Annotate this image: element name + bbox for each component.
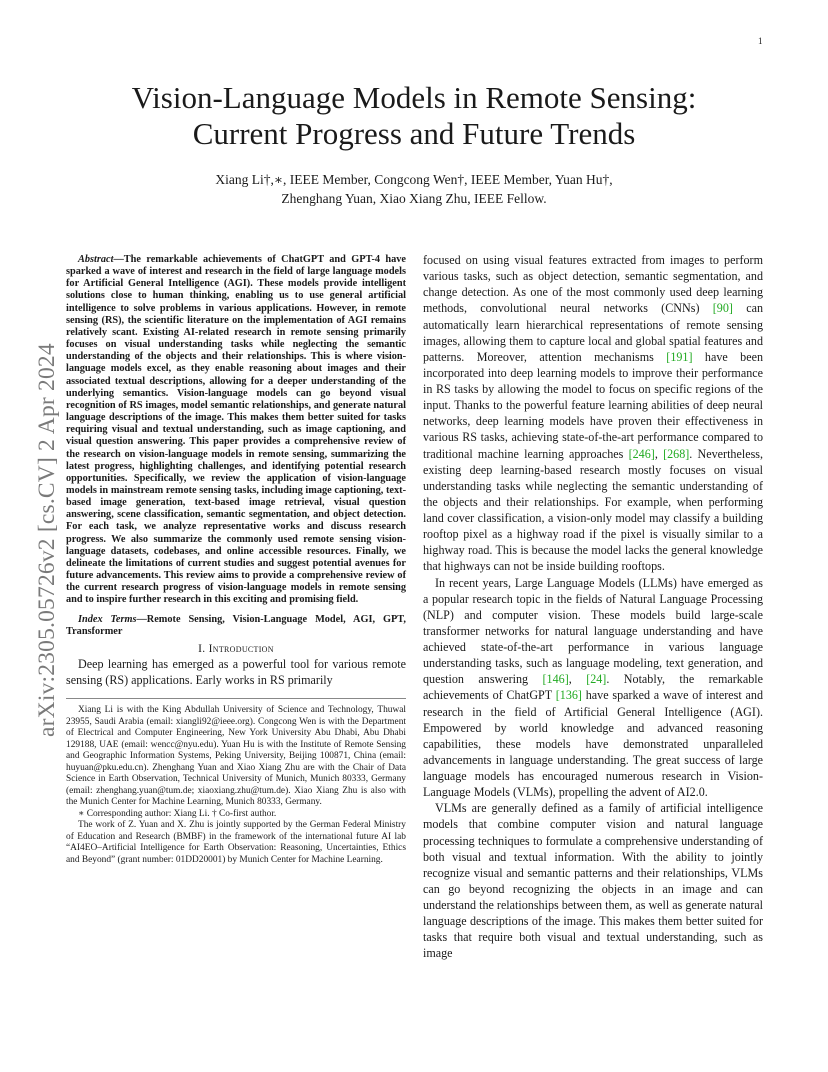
- index-terms-label: Index Terms: [78, 613, 137, 625]
- footnote-corresponding-author: ∗ Corresponding author: Xiang Li. † Co-first author.: [78, 808, 277, 819]
- section-heading-introduction: I. Introduction: [198, 642, 274, 655]
- paragraph-text: ,: [654, 446, 664, 461]
- paragraph-text: . Nevertheless, existing deep learning-based research mostly focuses on visual understanding tasks while neglecting the semantic understanding of the objects and their relationships. For example, when performing land cover classification, a vision-only model may classify a building rooftop pixel as a highway road if the pixel is visually similar to a highway road. This is because the model lacks the general knowledge that highways can not be inside building rooftops.: [423, 446, 764, 574]
- index-terms: [66, 614, 406, 638]
- abstract: [66, 254, 406, 607]
- citation-link[interactable]: [146]: [542, 672, 569, 687]
- title-line-2: Current Progress and Future Trends: [192, 116, 636, 151]
- page-number: 1: [758, 36, 763, 46]
- footnote-funding: The work of Z. Yuan and X. Zhu is jointly supported by the German Federal Ministry of Education and Research (BMBF) in the framework of the international future AI lab “AI4EO–Artificial Intelligence for Earth Observation: Reasoning, Uncertainties, Ethics and Beyond” (grant number: 01DD20001) by Munich Center for Machine Learning.: [66, 820, 406, 865]
- author-list: [66, 170, 762, 208]
- paragraph-text: VLMs are generally defined as a family of artificial intelligence models that combine computer vision and natural language processing techniques to formulate a comprehensive understanding of both visual and textual information. With the ability to jointly recognize visual and semantic patterns and their relationships, VLMs can go beyond recognizing the objects in an image and can understand the relationships between them, as well as generate natural language descriptions of the image. This makes them better suited for tasks that require both visual and textual understanding, such as image: [423, 801, 763, 961]
- left-column: [66, 254, 406, 866]
- title-line-1: Vision-Language Models in Remote Sensing:: [131, 80, 697, 115]
- paragraph-text: ,: [568, 672, 587, 687]
- right-column: [423, 252, 763, 962]
- abstract-text: —The remarkable achievements of ChatGPT and GPT-4 have sparked a wave of interest and research in the field of large language models for Artificial General Intelligence (AGI). These models provide intelligent solutions close to human thinking, enabling us to use general artificial intelligence to solve problems in various applications. However, in remote sensing (RS), the scientific literature on the implementation of AGI remains relatively scant. Existing AI-related research in remote sensing primarily focuses on visual understanding tasks while neglecting the semantic understanding of the objects and their relationships. This is where vision-language models excel, as they enable reasoning about images and their associated textual descriptions, allowing for a deeper understanding of the underlying semantics. Vision-language models can go beyond visual recognition of RS images, model semantic relationships, and generate natural language descriptions of the image. This makes them better suited for tasks requiring visual and textual understanding, such as image captioning, and visual question answering. This paper provides a comprehensive review of the research on vision-language models in remote sensing, summarizing the latest progress, highlighting challenges, and identifying potential research opportunities. Specifically, we review the application of vision-language models in mainstream remote sensing tasks, including image captioning, text-based image generation, text-based image retrieval, visual question answering, scene classification, semantic segmentation, and object detection. For each task, we analyze representative works and discuss research progress. We also summarize the commonly used remote sensing vision-language datasets, codebases, and online accessible resources. Finally, we delineate the limitations of current studies and suggest potential avenues for future advancements. This review aims to provide a comprehensive review of the current research progress of vision-language models in remote sensing and to inspire further research in this exciting and promising field.: [66, 254, 406, 606]
- body-paragraph: [423, 800, 763, 961]
- author-line-2: Zhenghang Yuan, Xiao Xiang Zhu, IEEE Fellow.: [281, 191, 547, 206]
- author-line-1: Xiang Li†,∗, IEEE Member, Congcong Wen†, IEEE Member, Yuan Hu†,: [215, 172, 613, 187]
- citation-link[interactable]: [191]: [666, 349, 693, 364]
- citation-link[interactable]: [136]: [555, 688, 582, 703]
- paragraph-text: . Notably, the remarkable achievements of ChatGPT: [423, 672, 763, 703]
- citation-link[interactable]: [246]: [628, 446, 655, 461]
- citation-link[interactable]: [90]: [712, 301, 733, 316]
- paragraph-text: focused on using visual features extracted from images to perform various tasks, such as object detection, semantic segmentation, and change detection. As one of the most commonly used deep learning methods, convolutional neural networks (CNNs): [423, 253, 763, 316]
- paragraph-text: have been incorporated into deep learning models to improve their performance in RS tasks by allowing the model to focus on specific regions of the input. Thanks to the powerful feature learning abilities of deep neural networks, deep learning models have proven their effectiveness in various RS tasks, achieving state-of-the-art performance compared to traditional machine learning approaches: [423, 349, 763, 461]
- paragraph-text: can automatically learn hierarchical representations of remote sensing images, allowing them to capture local and global spatial features and patterns. Moreover, attention mechanisms: [423, 301, 763, 364]
- paragraph-text: have sparked a wave of interest and research in the field of Artificial General Intelligence (AGI). Empowered by world knowledge and advanced reasoning capabilities, these models have demonstrated unparalleled advancements in language understanding. The great success of large language models has encouraged numerous research in Vision-Language Models (VLMs), propelling the advent of AI2.0.: [423, 688, 763, 800]
- citation-link[interactable]: [268]: [663, 446, 690, 461]
- footnotes: [66, 705, 406, 866]
- abstract-label: Abstract: [78, 254, 114, 265]
- footnote-affiliations: Xiang Li is with the King Abdullah University of Science and Technology, Thuwal 23955, Saudi Arabia (email: xiangli92@ieee.org). Congcong Wen is with the Department of Electrical and Computer Engineering, New York University Abu Dhabi, Abu Dhabi 129188, UAE (email: wencc@nyu.edu). Yuan Hu is with the Institute of Remote Sensing and Geographic Information Systems, Peking University, Beijing 100871, China (email: huyuan@pku.edu.cn). Zhenghang Yuan and Xiao Xiang Zhu are with the Chair of Data Science in Earth Observation, Technical University of Munich, Munich 80333, Germany (email: zhenghang.yuan@tum.de; xiaoxiang.zhu@tum.de). Xiao Xiang Zhu is also with the Munich Center for Machine Learning, Munich 80333, Germany.: [66, 705, 406, 808]
- footnote-rule: [66, 698, 406, 699]
- paragraph-text: In recent years, Large Language Models (LLMs) have emerged as a popular research topic in the fields of Natural Language Processing (NLP) and computer vision. These models build large-scale transformer networks for natural language understanding and have achieved state-of-the-art performance in various language understanding tasks, such as language modeling, text generation, and question answering: [423, 575, 763, 687]
- body-paragraph: [423, 252, 763, 575]
- body-paragraph: [423, 575, 763, 801]
- paper-title: [66, 80, 762, 152]
- index-terms-text: —Remote Sensing, Vision-Language Model, AGI, GPT, Transformer: [66, 613, 406, 637]
- arxiv-stamp-text: arXiv:2305.05726v2 [cs.CV] 2 Apr 2024: [34, 343, 60, 737]
- citation-link[interactable]: [24]: [586, 672, 607, 687]
- intro-paragraph: Deep learning has emerged as a powerful tool for various remote sensing (RS) applications. Early works in RS primarily: [66, 656, 406, 687]
